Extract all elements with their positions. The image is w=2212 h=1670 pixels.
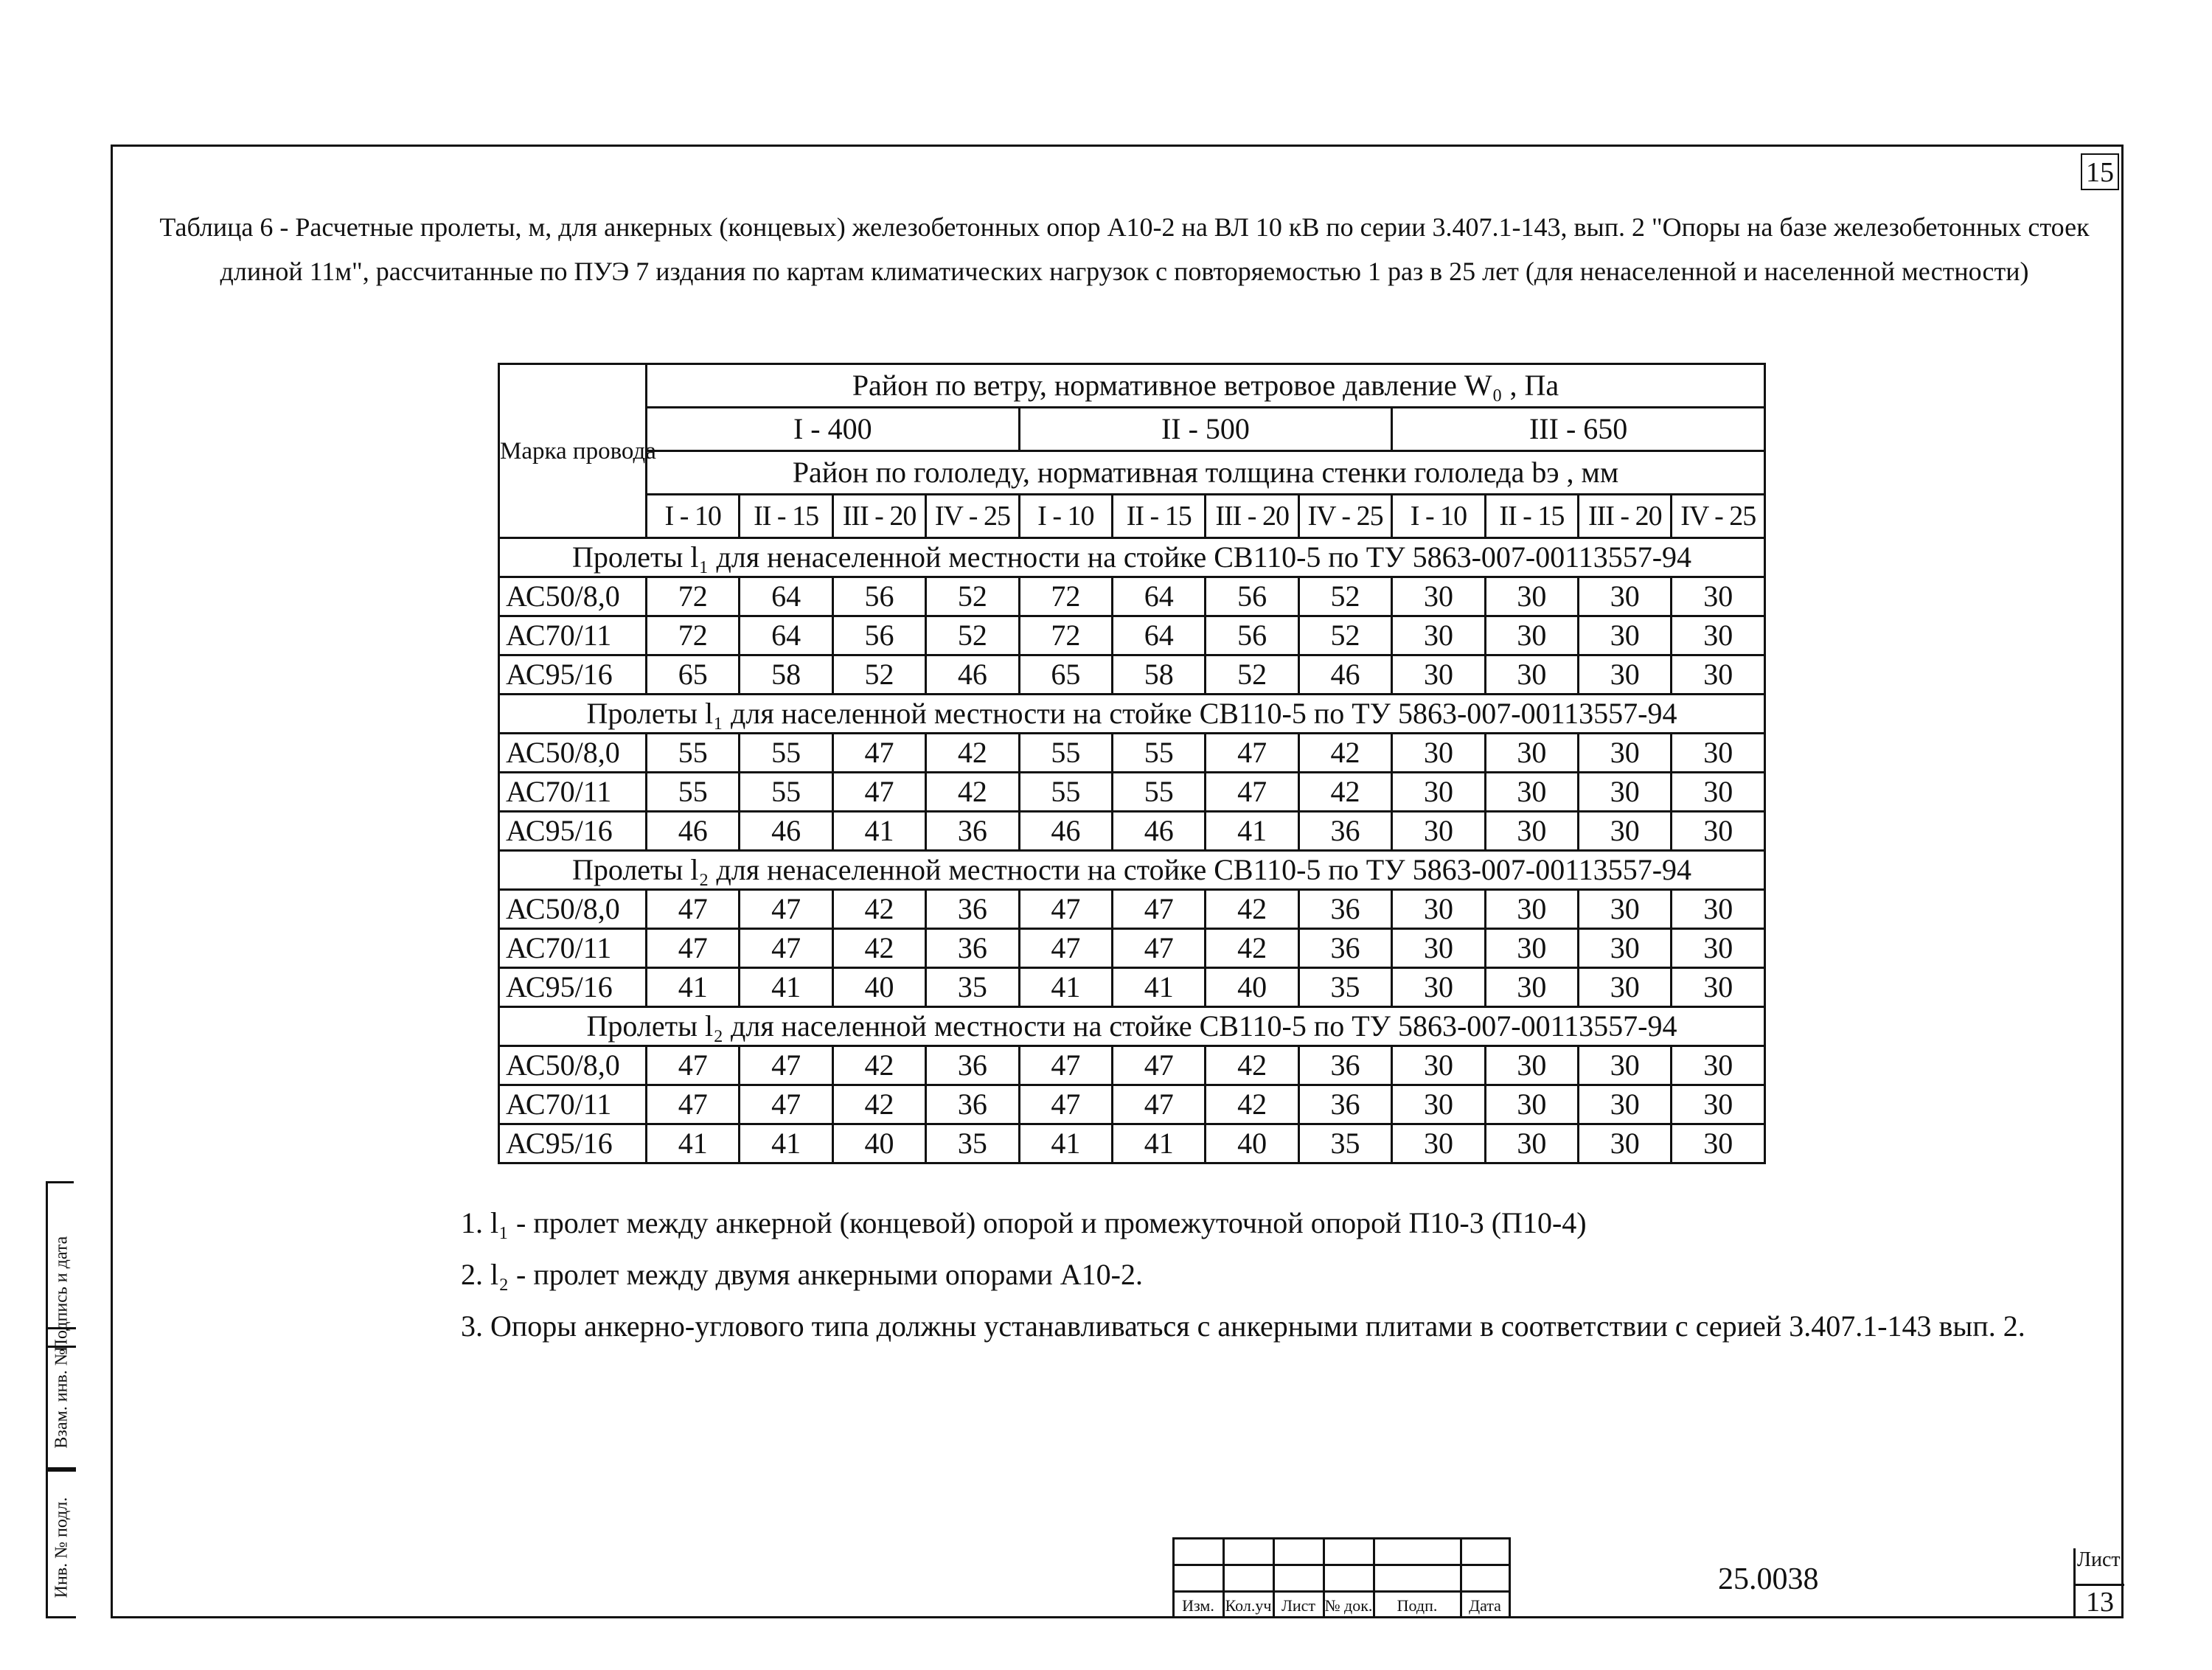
span-value-cell: 30 — [1485, 1046, 1578, 1085]
span-value-cell: 47 — [1206, 734, 1298, 773]
wire-brand-cell: АС95/16 — [499, 968, 647, 1007]
span-value-cell: 47 — [647, 1046, 740, 1085]
span-value-cell: 30 — [1485, 1124, 1578, 1163]
span-value-cell: 46 — [1019, 812, 1112, 851]
table-row — [499, 616, 1765, 655]
table-row — [499, 890, 1765, 929]
span-value-cell: 42 — [926, 734, 1019, 773]
span-value-cell: 30 — [1672, 1085, 1765, 1124]
ice-region-cell: IV - 25 — [1672, 495, 1765, 538]
wire-brand-cell: АС50/8,0 — [499, 577, 647, 616]
span-value-cell: 47 — [1113, 890, 1206, 929]
span-value-cell: 47 — [740, 1085, 832, 1124]
span-value-cell: 30 — [1672, 773, 1765, 812]
span-value-cell: 41 — [1206, 812, 1298, 851]
table-row — [499, 1124, 1765, 1163]
wind-region-header: Район по ветру, нормативное ветровое давление W₀ , Па — [647, 364, 1765, 408]
span-value-cell: 30 — [1579, 616, 1672, 655]
stamp-col-change: Изм. — [1182, 1596, 1214, 1615]
caption-line-1: Таблица 6 - Расчетные пролеты, м, для анкерных (концевых) железобетонных опор А10-2 на ВЛ 10 кВ по серии 3.407.1-143, вып. 2 "Опоры на базе железобетонных стоек — [159, 212, 2090, 242]
section-title-row — [499, 1007, 1765, 1046]
span-value-cell: 30 — [1485, 616, 1578, 655]
ice-region-cell: III - 20 — [1206, 495, 1298, 538]
span-value-cell: 55 — [740, 773, 832, 812]
wire-brand-cell: АС70/11 — [499, 773, 647, 812]
span-value-cell: 52 — [926, 577, 1019, 616]
span-value-cell: 30 — [1485, 812, 1578, 851]
span-value-cell: 65 — [1019, 655, 1112, 695]
section-title: Пролеты l₂ для населенной местности на стойке СВ110-5 по ТУ 5863-007-00113557-94 — [499, 1007, 1765, 1046]
span-value-cell: 55 — [1113, 734, 1206, 773]
wire-brand-cell: АС70/11 — [499, 929, 647, 968]
span-value-cell: 56 — [1206, 616, 1298, 655]
span-value-cell: 42 — [1206, 1085, 1298, 1124]
span-value-cell: 30 — [1392, 734, 1485, 773]
binding-label-signature: Подпись и дата — [52, 1236, 72, 1352]
span-value-cell: 42 — [832, 1046, 925, 1085]
span-value-cell: 30 — [1485, 734, 1578, 773]
span-value-cell: 42 — [1206, 890, 1298, 929]
span-value-cell: 58 — [740, 655, 832, 695]
span-value-cell: 47 — [1206, 773, 1298, 812]
section-title: Пролеты l₁ для ненаселенной местности на стойке СВ110-5 по ТУ 5863-007-00113557-94 — [499, 538, 1765, 577]
span-value-cell: 30 — [1392, 1085, 1485, 1124]
span-value-cell: 30 — [1392, 655, 1485, 695]
wind-region-cell: II - 500 — [1019, 408, 1392, 451]
span-value-cell: 30 — [1672, 890, 1765, 929]
ice-region-cell: II - 15 — [740, 495, 832, 538]
span-value-cell: 41 — [647, 1124, 740, 1163]
span-value-cell: 41 — [832, 812, 925, 851]
span-value-cell: 42 — [926, 773, 1019, 812]
span-value-cell: 47 — [1113, 1085, 1206, 1124]
span-value-cell: 52 — [1298, 577, 1391, 616]
stamp-col-date: Дата — [1469, 1596, 1501, 1615]
span-value-cell: 36 — [926, 1046, 1019, 1085]
section-title: Пролеты l₁ для населенной местности на стойке СВ110-5 по ТУ 5863-007-00113557-94 — [499, 695, 1765, 734]
span-value-cell: 40 — [1206, 1124, 1298, 1163]
span-value-cell: 30 — [1579, 929, 1672, 968]
stamp-col-count: Кол.уч — [1225, 1596, 1272, 1615]
section-title-row — [499, 851, 1765, 890]
binding-cell-inventory — [48, 1478, 76, 1618]
section-title: Пролеты l₂ для ненаселенной местности на стойке СВ110-5 по ТУ 5863-007-00113557-94 — [499, 851, 1765, 890]
binding-cell-divider — [48, 1469, 76, 1472]
wire-brand-header: Марка провода — [499, 364, 647, 538]
ice-region-cell: IV - 25 — [1298, 495, 1391, 538]
span-value-cell: 30 — [1672, 1046, 1765, 1085]
span-value-cell: 30 — [1485, 968, 1578, 1007]
span-value-cell: 42 — [1206, 929, 1298, 968]
span-value-cell: 36 — [926, 1085, 1019, 1124]
span-value-cell: 52 — [1298, 616, 1391, 655]
wire-brand-cell: АС70/11 — [499, 1085, 647, 1124]
span-value-cell: 56 — [1206, 577, 1298, 616]
span-value-cell: 41 — [647, 968, 740, 1007]
note-2: 2. l₂ - пролет между двумя анкерными опорами А10-2. — [461, 1258, 1143, 1291]
span-value-cell: 47 — [740, 890, 832, 929]
span-value-cell: 42 — [1298, 734, 1391, 773]
binding-cell-signature — [48, 1236, 76, 1352]
span-value-cell: 47 — [1019, 929, 1112, 968]
span-value-cell: 30 — [1672, 616, 1765, 655]
span-value-cell: 56 — [832, 577, 925, 616]
span-value-cell: 41 — [1113, 1124, 1206, 1163]
notes — [461, 1197, 2025, 1352]
span-value-cell: 30 — [1672, 655, 1765, 695]
wire-brand-cell: АС50/8,0 — [499, 890, 647, 929]
span-value-cell: 30 — [1485, 890, 1578, 929]
ice-region-cell: I - 10 — [1019, 495, 1112, 538]
span-value-cell: 56 — [832, 616, 925, 655]
caption-line-2: длиной 11м", рассчитанные по ПУЭ 7 издания по картам климатических нагрузок с повторяемостью 1 раз в 25 лет (для ненаселенной и населенной местности) — [220, 257, 2029, 286]
table-row — [499, 577, 1765, 616]
span-value-cell: 46 — [740, 812, 832, 851]
span-value-cell: 46 — [1298, 655, 1391, 695]
span-value-cell: 30 — [1579, 890, 1672, 929]
table-row — [499, 773, 1765, 812]
span-value-cell: 47 — [832, 734, 925, 773]
stamp-col-sign: Подп. — [1397, 1596, 1438, 1615]
span-value-cell: 65 — [647, 655, 740, 695]
span-value-cell: 41 — [740, 968, 832, 1007]
span-value-cell: 72 — [647, 577, 740, 616]
span-value-cell: 36 — [1298, 1046, 1391, 1085]
span-value-cell: 72 — [1019, 616, 1112, 655]
binding-strip — [46, 1181, 74, 1618]
table-caption — [136, 205, 2112, 293]
span-value-cell: 64 — [1113, 616, 1206, 655]
span-value-cell: 55 — [647, 734, 740, 773]
ice-region-cell: IV - 25 — [926, 495, 1019, 538]
note-3: 3. Опоры анкерно-углового типа должны устанавливаться с анкерными плитами в соответствии с серией 3.407.1-143 вып. 2. — [461, 1309, 2025, 1343]
span-value-cell: 47 — [1019, 890, 1112, 929]
span-value-cell: 46 — [647, 812, 740, 851]
span-value-cell: 30 — [1392, 929, 1485, 968]
span-value-cell: 30 — [1392, 968, 1485, 1007]
spans-table-container — [498, 363, 1766, 1164]
wind-region-cell: III - 650 — [1392, 408, 1765, 451]
ice-region-cell: I - 10 — [647, 495, 740, 538]
note-1: 1. l₁ - пролет между анкерной (концевой) опорой и промежуточной опорой П10-3 (П10-4) — [461, 1206, 1587, 1239]
span-value-cell: 30 — [1672, 968, 1765, 1007]
span-value-cell: 46 — [926, 655, 1019, 695]
ice-region-cell: II - 15 — [1113, 495, 1206, 538]
span-value-cell: 64 — [740, 616, 832, 655]
wire-brand-cell: АС95/16 — [499, 1124, 647, 1163]
table-row — [499, 655, 1765, 695]
table-row — [499, 1046, 1765, 1085]
table-row — [499, 1085, 1765, 1124]
span-value-cell: 36 — [1298, 890, 1391, 929]
stamp-col-sheet: Лист — [1281, 1596, 1316, 1615]
span-value-cell: 30 — [1392, 1124, 1485, 1163]
sheet-number: 13 — [2076, 1584, 2124, 1618]
span-value-cell: 41 — [1113, 968, 1206, 1007]
ice-region-header: Район по гололеду, нормативная толщина стенки гололеда bэ , мм — [647, 451, 1765, 495]
wire-brand-cell: АС95/16 — [499, 655, 647, 695]
span-value-cell: 58 — [1113, 655, 1206, 695]
section-title-row — [499, 538, 1765, 577]
sheet-label: Лист — [2077, 1548, 2121, 1571]
span-value-cell: 30 — [1579, 968, 1672, 1007]
span-value-cell: 30 — [1672, 734, 1765, 773]
span-value-cell: 47 — [647, 890, 740, 929]
ice-region-cell: III - 20 — [1579, 495, 1672, 538]
span-value-cell: 30 — [1672, 577, 1765, 616]
span-value-cell: 30 — [1672, 812, 1765, 851]
span-value-cell: 52 — [832, 655, 925, 695]
wind-region-cell: I - 400 — [647, 408, 1020, 451]
span-value-cell: 42 — [832, 1085, 925, 1124]
span-value-cell: 30 — [1485, 1085, 1578, 1124]
span-value-cell: 36 — [926, 929, 1019, 968]
wire-brand-cell: АС50/8,0 — [499, 1046, 647, 1085]
spans-table — [498, 363, 1766, 1164]
span-value-cell: 47 — [1113, 929, 1206, 968]
span-value-cell: 35 — [1298, 968, 1391, 1007]
span-value-cell: 30 — [1485, 655, 1578, 695]
span-value-cell: 35 — [926, 1124, 1019, 1163]
span-value-cell: 30 — [1579, 1124, 1672, 1163]
span-value-cell: 40 — [1206, 968, 1298, 1007]
span-value-cell: 30 — [1392, 890, 1485, 929]
span-value-cell: 64 — [740, 577, 832, 616]
span-value-cell: 36 — [1298, 929, 1391, 968]
span-value-cell: 30 — [1579, 655, 1672, 695]
span-value-cell: 52 — [1206, 655, 1298, 695]
wire-brand-cell: АС50/8,0 — [499, 734, 647, 773]
wire-brand-cell: АС70/11 — [499, 616, 647, 655]
span-value-cell: 55 — [1019, 734, 1112, 773]
span-value-cell: 47 — [740, 1046, 832, 1085]
span-value-cell: 30 — [1579, 577, 1672, 616]
span-value-cell: 30 — [1672, 929, 1765, 968]
span-value-cell: 30 — [1392, 577, 1485, 616]
span-value-cell: 46 — [1113, 812, 1206, 851]
span-value-cell: 47 — [1113, 1046, 1206, 1085]
span-value-cell: 41 — [1019, 1124, 1112, 1163]
span-value-cell: 64 — [1113, 577, 1206, 616]
table-row — [499, 929, 1765, 968]
span-value-cell: 30 — [1579, 773, 1672, 812]
span-value-cell: 30 — [1392, 1046, 1485, 1085]
span-value-cell: 42 — [832, 890, 925, 929]
span-value-cell: 30 — [1579, 1085, 1672, 1124]
ice-region-cell: II - 15 — [1485, 495, 1578, 538]
span-value-cell: 55 — [1113, 773, 1206, 812]
span-value-cell: 55 — [647, 773, 740, 812]
span-value-cell: 47 — [647, 1085, 740, 1124]
span-value-cell: 36 — [1298, 812, 1391, 851]
span-value-cell: 30 — [1392, 616, 1485, 655]
span-value-cell: 36 — [926, 890, 1019, 929]
span-value-cell: 52 — [926, 616, 1019, 655]
span-value-cell: 30 — [1485, 773, 1578, 812]
span-value-cell: 30 — [1579, 1046, 1672, 1085]
sheet-box — [2073, 1548, 2124, 1618]
span-value-cell: 30 — [1485, 929, 1578, 968]
span-value-cell: 72 — [1019, 577, 1112, 616]
span-value-cell: 40 — [832, 1124, 925, 1163]
span-value-cell: 35 — [1298, 1124, 1391, 1163]
span-value-cell: 47 — [647, 929, 740, 968]
binding-label-inventory: Инв. № подл. — [52, 1497, 72, 1598]
span-value-cell: 47 — [832, 773, 925, 812]
page-number: 15 — [2081, 153, 2119, 190]
span-value-cell: 30 — [1392, 812, 1485, 851]
span-value-cell: 47 — [1019, 1046, 1112, 1085]
ice-region-cell: III - 20 — [832, 495, 925, 538]
table-row — [499, 734, 1765, 773]
span-value-cell: 42 — [832, 929, 925, 968]
span-value-cell: 30 — [1579, 734, 1672, 773]
span-value-cell: 30 — [1392, 773, 1485, 812]
section-title-row — [499, 695, 1765, 734]
span-value-cell: 35 — [926, 968, 1019, 1007]
span-value-cell: 72 — [647, 616, 740, 655]
span-value-cell: 36 — [1298, 1085, 1391, 1124]
span-value-cell: 30 — [1485, 577, 1578, 616]
wire-brand-cell: АС95/16 — [499, 812, 647, 851]
span-value-cell: 41 — [740, 1124, 832, 1163]
span-value-cell: 42 — [1206, 1046, 1298, 1085]
table-row — [499, 968, 1765, 1007]
span-value-cell: 47 — [1019, 1085, 1112, 1124]
span-value-cell: 36 — [926, 812, 1019, 851]
binding-label-replace: Взам. инв. № — [52, 1348, 72, 1449]
span-value-cell: 55 — [1019, 773, 1112, 812]
span-value-cell: 55 — [740, 734, 832, 773]
span-value-cell: 30 — [1579, 812, 1672, 851]
span-value-cell: 41 — [1019, 968, 1112, 1007]
span-value-cell: 42 — [1298, 773, 1391, 812]
stamp-col-docnum: № док. — [1324, 1596, 1373, 1615]
ice-region-cell: I - 10 — [1392, 495, 1485, 538]
span-value-cell: 40 — [832, 968, 925, 1007]
table-row — [499, 812, 1765, 851]
span-value-cell: 30 — [1672, 1124, 1765, 1163]
span-value-cell: 47 — [740, 929, 832, 968]
document-code: 25.0038 — [1718, 1562, 1819, 1596]
